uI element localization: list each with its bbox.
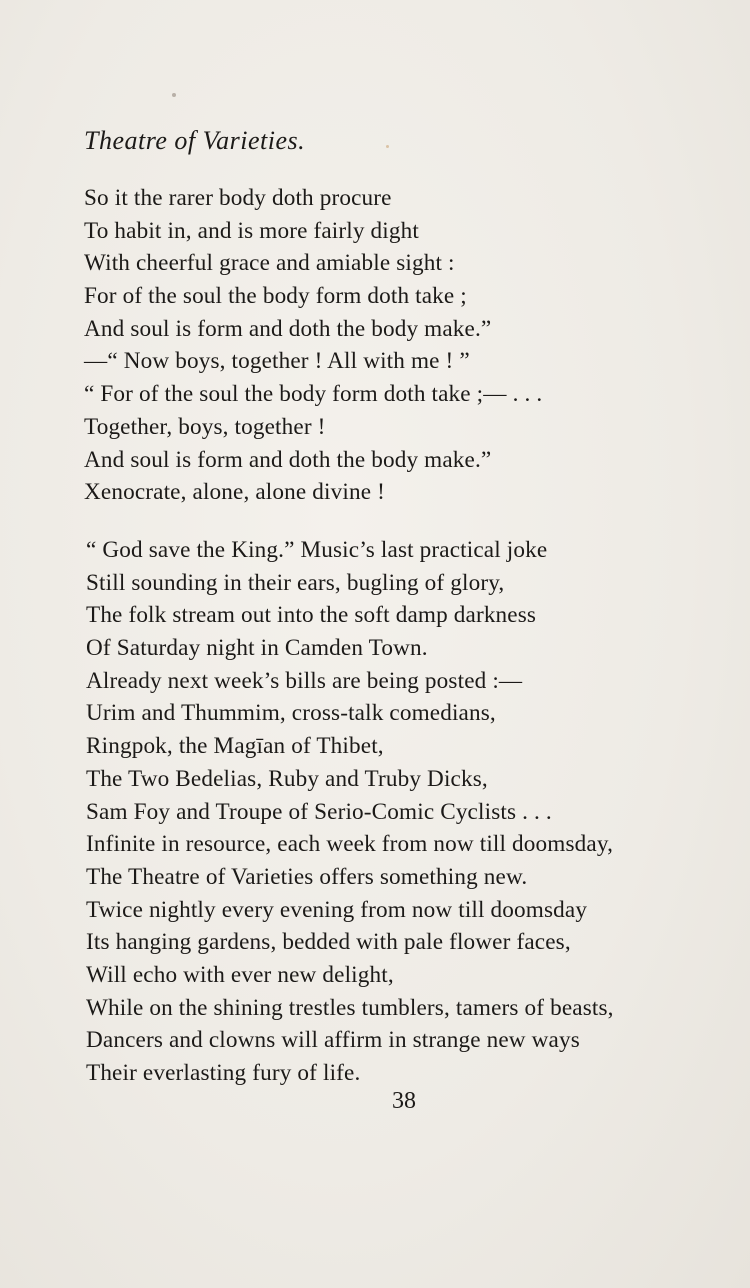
poem-line: Ringpok, the Magīan of Thibet, — [86, 733, 384, 760]
poem-line: And soul is form and doth the body make.” — [84, 315, 492, 342]
poem-line: Xenocrate, alone, alone divine ! — [84, 479, 385, 506]
poem-line: The Two Bedelias, Ruby and Truby Dicks, — [86, 765, 488, 792]
poem-line: Already next week’s bills are being posted :— — [86, 667, 523, 694]
poem-line: With cheerful grace and amiable sight : — [84, 250, 455, 277]
poem-line: “ For of the soul the body form doth take ;— . . . — [84, 381, 543, 408]
poem-line: Together, boys, together ! — [84, 413, 326, 440]
poem-line: Sam Foy and Troupe of Serio-Comic Cyclists . . . — [86, 798, 552, 825]
poem-line: To habit in, and is more fairly dight — [84, 217, 419, 244]
stanza-2 — [86, 534, 614, 1090]
poem-line: “ God save the King.” Music’s last practical joke — [86, 537, 548, 563]
paper-speck — [172, 93, 176, 97]
page-title: Theatre of Varieties. — [84, 126, 306, 155]
poem-line: —“ Now boys, together ! All with me ! ” — [84, 348, 470, 375]
stanza-1 — [84, 182, 542, 509]
page-number: 38 — [392, 1088, 416, 1114]
poem-line: Urim and Thummim, cross-talk comedians, — [86, 700, 496, 727]
poem-line: Twice nightly every evening from now till doomsday — [86, 896, 588, 923]
poem-line: Infinite in resource, each week from now till doomsday, — [86, 831, 614, 858]
poem-line: Dancers and clowns will affirm in strange new ways — [86, 1027, 580, 1054]
poem-line: Their everlasting fury of life. — [86, 1060, 361, 1086]
poem-line: For of the soul the body form doth take ; — [84, 283, 467, 310]
poem-line: The Theatre of Varieties offers something new. — [86, 863, 528, 890]
poem-line: The folk stream out into the soft damp darkness — [86, 602, 537, 629]
poem-line: Of Saturday night in Camden Town. — [86, 635, 428, 662]
poem-line: And soul is form and doth the body make.” — [84, 446, 492, 473]
poem-line: So it the rarer body doth procure — [84, 185, 392, 211]
poem-line: Will echo with ever new delight, — [86, 961, 394, 988]
paper-speck — [386, 145, 389, 148]
poem-line: Still sounding in their ears, bugling of glory, — [86, 569, 505, 596]
poem-line: Its hanging gardens, bedded with pale flower faces, — [86, 929, 571, 956]
poem-line: While on the shining trestles tumblers, tamers of beasts, — [86, 994, 614, 1021]
